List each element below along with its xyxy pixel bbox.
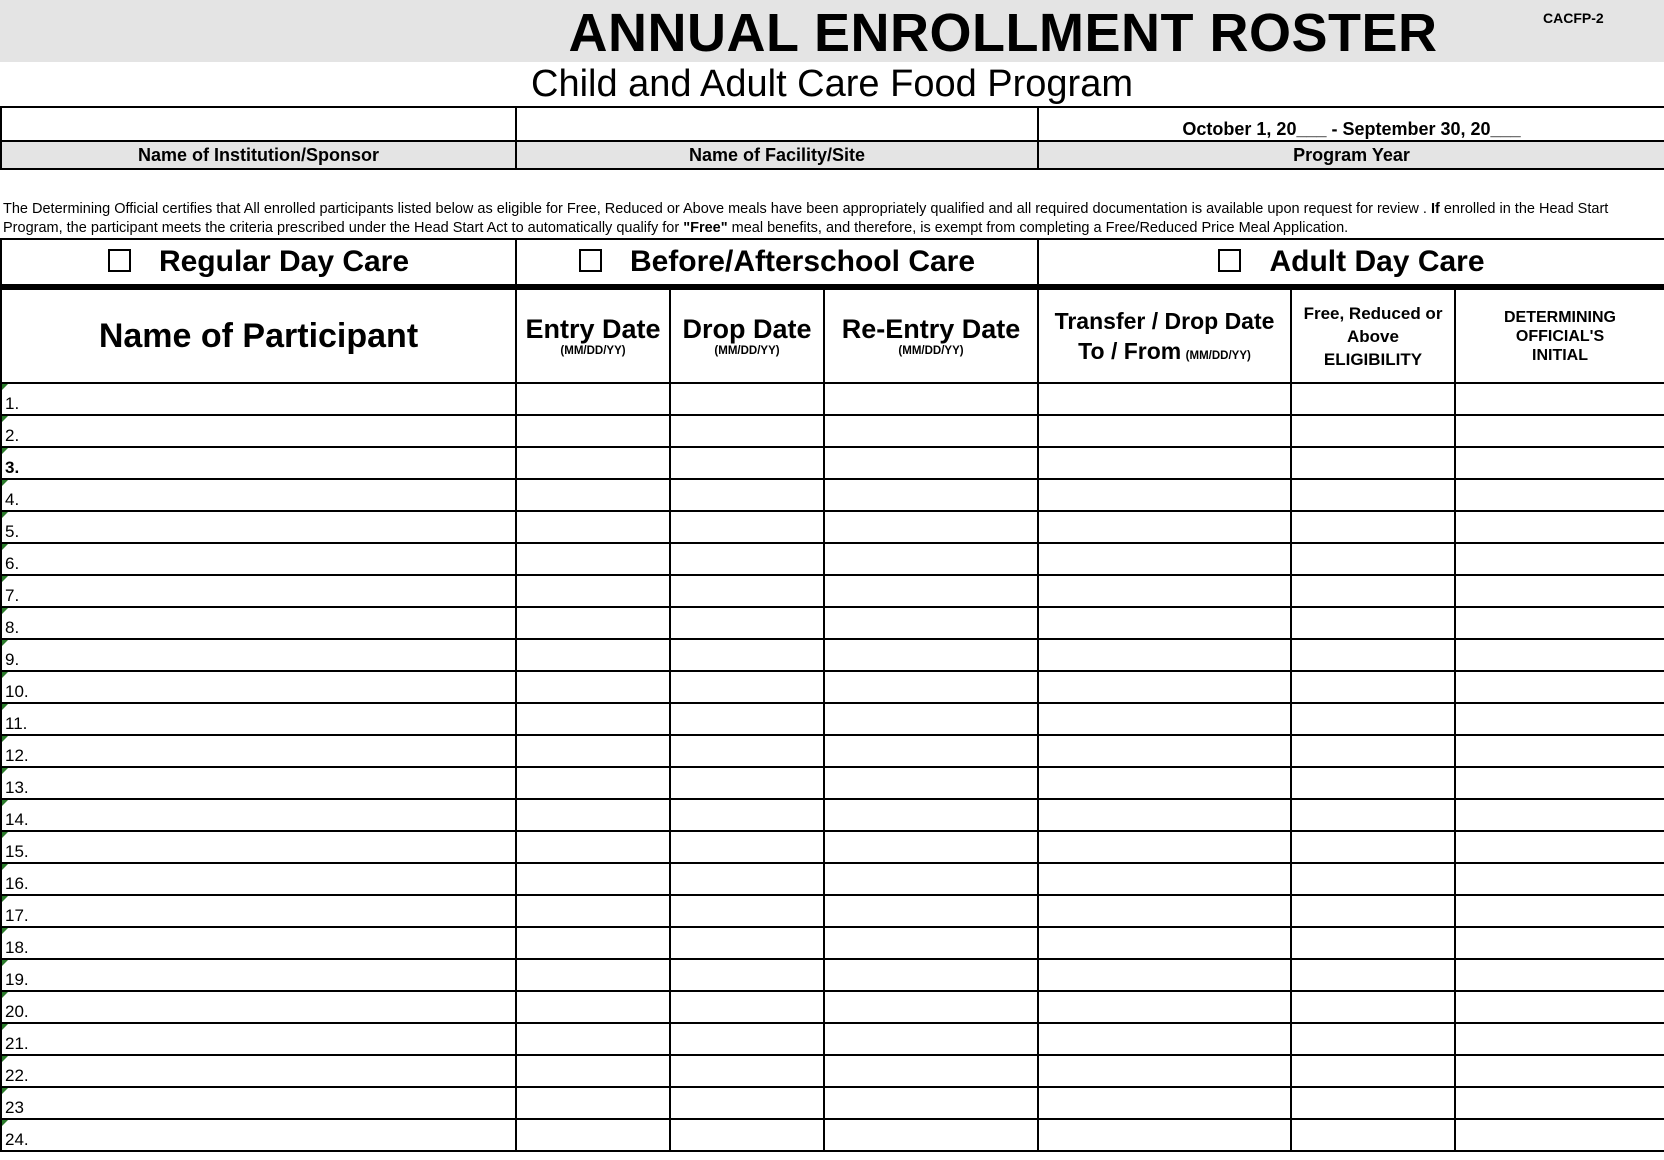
drop-date-cell[interactable] [670, 479, 824, 511]
roster-table [0, 288, 1664, 1152]
table-row [1, 639, 1664, 671]
transfer-cell[interactable] [1038, 991, 1291, 1023]
drop-date-cell[interactable] [670, 639, 824, 671]
drop-date-label: Drop Date [682, 314, 812, 344]
name-column-header [1, 289, 516, 383]
drop-date-cell[interactable] [670, 1055, 824, 1087]
certification-bold-free: "Free" [683, 220, 728, 236]
table-row [1, 703, 1664, 735]
official-initial-cell[interactable] [1455, 543, 1664, 575]
drop-date-format: (MM/DD/YY) [714, 345, 780, 357]
participant-name-cell[interactable] [1, 703, 516, 735]
row-number: 12. [5, 746, 29, 765]
official-initial-cell[interactable] [1455, 639, 1664, 671]
certification-part1: The Determining Official certifies that All enrolled participants listed below as eligible for Free, Reduced or Above meals have been appropriately qualified and all required documentation is available upon request for review . [3, 201, 1431, 217]
entry-date-cell[interactable] [516, 927, 670, 959]
table-row [1, 895, 1664, 927]
transfer-cell[interactable] [1038, 703, 1291, 735]
eligibility-cell[interactable] [1291, 447, 1455, 479]
reentry-date-cell[interactable] [824, 575, 1038, 607]
drop-date-cell[interactable] [670, 575, 824, 607]
eligibility-cell[interactable] [1291, 511, 1455, 543]
table-row [1, 383, 1664, 415]
certification-part3: meal benefits, and therefore, is exempt from completing a Free/Reduced Price Meal Application. [727, 220, 1349, 236]
participant-name-cell[interactable] [1, 767, 516, 799]
official-initial-cell[interactable] [1455, 383, 1664, 415]
transfer-cell[interactable] [1038, 575, 1291, 607]
institution-label: Name of Institution/Sponsor [1, 141, 516, 169]
transfer-cell[interactable] [1038, 1055, 1291, 1087]
eligibility-cell[interactable] [1291, 767, 1455, 799]
drop-date-cell[interactable] [670, 703, 824, 735]
eligibility-cell[interactable] [1291, 1023, 1455, 1055]
reentry-date-cell[interactable] [824, 1023, 1038, 1055]
official-initial-cell[interactable] [1455, 1119, 1664, 1151]
row-number: 11. [5, 714, 28, 733]
transfer-cell[interactable] [1038, 1087, 1291, 1119]
transfer-cell[interactable] [1038, 767, 1291, 799]
row-number: 17. [5, 906, 29, 925]
transfer-cell[interactable] [1038, 831, 1291, 863]
care-option-regular[interactable] [1, 239, 516, 286]
afterschool-care-label: Before/Afterschool Care [629, 245, 976, 278]
official-initial-cell[interactable] [1455, 767, 1664, 799]
entry-date-cell[interactable] [516, 1119, 670, 1151]
entry-date-cell[interactable] [516, 831, 670, 863]
care-option-adult[interactable] [1038, 239, 1664, 286]
row-number: 3. [5, 458, 20, 477]
table-row [1, 671, 1664, 703]
official-initial-cell[interactable] [1455, 479, 1664, 511]
transfer-label-line2: To / From [1078, 338, 1182, 364]
participant-name-cell[interactable] [1, 927, 516, 959]
regular-day-care-checkbox[interactable] [108, 249, 131, 272]
reentry-date-cell[interactable] [824, 671, 1038, 703]
drop-date-cell[interactable] [670, 447, 824, 479]
roster-header-row [1, 289, 1664, 383]
official-initial-cell[interactable] [1455, 927, 1664, 959]
transfer-label-line1: Transfer / Drop Date [1054, 308, 1275, 334]
institution-field[interactable] [1, 107, 516, 141]
program-year-label: Program Year [1038, 141, 1664, 169]
participant-name-cell[interactable] [1, 1055, 516, 1087]
eligibility-cell[interactable] [1291, 831, 1455, 863]
page-title: ANNUAL ENROLLMENT ROSTER [568, 3, 1438, 63]
table-row [1, 767, 1664, 799]
official-initial-cell[interactable] [1455, 863, 1664, 895]
regular-day-care-label: Regular Day Care [158, 245, 410, 278]
transfer-cell[interactable] [1038, 863, 1291, 895]
entry-date-cell[interactable] [516, 383, 670, 415]
participant-name-cell[interactable] [1, 959, 516, 991]
official-initial-cell[interactable] [1455, 735, 1664, 767]
eligibility-label-line1: Free, Reduced or [1303, 303, 1443, 323]
eligibility-cell[interactable] [1291, 383, 1455, 415]
certification-part2: enrolled in the Head Start Program, the participant meets the criteria prescribed under the Head Start Act to automatically qualify for [3, 201, 1609, 236]
eligibility-cell[interactable] [1291, 959, 1455, 991]
official-initial-cell[interactable] [1455, 799, 1664, 831]
transfer-column-header [1038, 289, 1291, 383]
reentry-date-label: Re-Entry Date [841, 314, 1021, 344]
row-number: 1. [5, 394, 20, 413]
row-number: 4. [5, 490, 20, 509]
reentry-date-cell[interactable] [824, 607, 1038, 639]
entry-date-cell[interactable] [516, 1055, 670, 1087]
reentry-date-cell[interactable] [824, 863, 1038, 895]
eligibility-column-header [1291, 289, 1455, 383]
entry-date-cell[interactable] [516, 799, 670, 831]
table-row [1, 959, 1664, 991]
participant-name-cell[interactable] [1, 799, 516, 831]
eligibility-cell[interactable] [1291, 671, 1455, 703]
eligibility-cell[interactable] [1291, 1055, 1455, 1087]
table-row [1, 927, 1664, 959]
transfer-cell[interactable] [1038, 415, 1291, 447]
transfer-cell[interactable] [1038, 543, 1291, 575]
table-row [1, 607, 1664, 639]
drop-date-cell[interactable] [670, 991, 824, 1023]
participant-name-cell[interactable] [1, 991, 516, 1023]
official-initial-cell[interactable] [1455, 703, 1664, 735]
entry-date-cell[interactable] [516, 671, 670, 703]
row-number: 10. [5, 682, 29, 701]
official-initial-cell[interactable] [1455, 1087, 1664, 1119]
reentry-date-cell[interactable] [824, 831, 1038, 863]
drop-date-cell[interactable] [670, 383, 824, 415]
entry-date-cell[interactable] [516, 575, 670, 607]
participant-name-cell[interactable] [1, 479, 516, 511]
care-option-afterschool[interactable] [516, 239, 1038, 286]
name-header-label: Name of Participant [98, 316, 419, 355]
participant-name-cell[interactable] [1, 511, 516, 543]
row-number: 21. [5, 1034, 29, 1053]
table-row [1, 543, 1664, 575]
facility-field[interactable] [516, 107, 1038, 141]
reentry-date-cell[interactable] [824, 735, 1038, 767]
entry-date-cell[interactable] [516, 447, 670, 479]
entry-date-cell[interactable] [516, 1087, 670, 1119]
page-subtitle: Child and Adult Care Food Program [531, 63, 1133, 105]
eligibility-cell[interactable] [1291, 639, 1455, 671]
drop-date-cell[interactable] [670, 927, 824, 959]
drop-date-cell[interactable] [670, 511, 824, 543]
row-number: 22. [5, 1066, 29, 1085]
entry-date-cell[interactable] [516, 479, 670, 511]
reentry-date-cell[interactable] [824, 703, 1038, 735]
reentry-date-cell[interactable] [824, 639, 1038, 671]
entry-date-cell[interactable] [516, 607, 670, 639]
participant-name-cell[interactable] [1, 671, 516, 703]
participant-name-cell[interactable] [1, 735, 516, 767]
table-row [1, 511, 1664, 543]
reentry-date-cell[interactable] [824, 511, 1038, 543]
transfer-cell[interactable] [1038, 383, 1291, 415]
eligibility-cell[interactable] [1291, 479, 1455, 511]
eligibility-cell[interactable] [1291, 703, 1455, 735]
entry-date-cell[interactable] [516, 735, 670, 767]
transfer-cell[interactable] [1038, 799, 1291, 831]
transfer-cell[interactable] [1038, 1023, 1291, 1055]
participant-name-cell[interactable] [1, 447, 516, 479]
form-code: CACFP-2 [1543, 10, 1604, 26]
reentry-date-column-header [824, 289, 1038, 383]
participant-name-cell[interactable] [1, 1023, 516, 1055]
drop-date-cell[interactable] [670, 415, 824, 447]
entry-date-cell[interactable] [516, 767, 670, 799]
participant-name-cell[interactable] [1, 575, 516, 607]
row-number: 20. [5, 1002, 29, 1021]
official-initial-cell[interactable] [1455, 895, 1664, 927]
entry-date-cell[interactable] [516, 703, 670, 735]
eligibility-cell[interactable] [1291, 735, 1455, 767]
table-row [1, 991, 1664, 1023]
entry-date-cell[interactable] [516, 895, 670, 927]
row-number: 15. [5, 842, 29, 861]
reentry-date-cell[interactable] [824, 895, 1038, 927]
row-number: 9. [5, 650, 20, 669]
drop-date-cell[interactable] [670, 767, 824, 799]
official-initial-cell[interactable] [1455, 991, 1664, 1023]
table-row [1, 1087, 1664, 1119]
row-number: 7. [5, 586, 20, 605]
drop-date-column-header [670, 289, 824, 383]
row-number: 6. [5, 554, 20, 573]
drop-date-cell[interactable] [670, 799, 824, 831]
table-row [1, 1119, 1664, 1151]
participant-name-cell[interactable] [1, 863, 516, 895]
drop-date-cell[interactable] [670, 671, 824, 703]
eligibility-cell[interactable] [1291, 607, 1455, 639]
roster-body [1, 383, 1664, 1151]
row-number: 18. [5, 938, 29, 957]
eligibility-cell[interactable] [1291, 895, 1455, 927]
transfer-cell[interactable] [1038, 479, 1291, 511]
participant-name-cell[interactable] [1, 895, 516, 927]
participant-name-cell[interactable] [1, 607, 516, 639]
entry-date-cell[interactable] [516, 543, 670, 575]
reentry-date-cell[interactable] [824, 543, 1038, 575]
reentry-date-cell[interactable] [824, 959, 1038, 991]
participant-name-cell[interactable] [1, 383, 516, 415]
table-row [1, 1023, 1664, 1055]
participant-name-cell[interactable] [1, 831, 516, 863]
table-row [1, 447, 1664, 479]
drop-date-cell[interactable] [670, 735, 824, 767]
transfer-cell[interactable] [1038, 511, 1291, 543]
reentry-date-cell[interactable] [824, 1119, 1038, 1151]
transfer-cell[interactable] [1038, 607, 1291, 639]
reentry-date-cell[interactable] [824, 383, 1038, 415]
eligibility-cell[interactable] [1291, 1119, 1455, 1151]
entry-date-cell[interactable] [516, 415, 670, 447]
transfer-cell[interactable] [1038, 735, 1291, 767]
drop-date-cell[interactable] [670, 895, 824, 927]
table-row [1, 479, 1664, 511]
reentry-date-cell[interactable] [824, 1087, 1038, 1119]
official-initial-cell[interactable] [1455, 607, 1664, 639]
official-initial-column-header [1455, 289, 1664, 383]
entry-date-cell[interactable] [516, 863, 670, 895]
eligibility-cell[interactable] [1291, 991, 1455, 1023]
care-type-table [0, 238, 1664, 288]
official-initial-cell[interactable] [1455, 959, 1664, 991]
transfer-cell[interactable] [1038, 1119, 1291, 1151]
eligibility-cell[interactable] [1291, 575, 1455, 607]
row-number: 8. [5, 618, 20, 637]
table-row [1, 799, 1664, 831]
reentry-date-cell[interactable] [824, 447, 1038, 479]
eligibility-label-line3: ELIGIBILITY [1323, 349, 1423, 369]
participant-name-cell[interactable] [1, 1119, 516, 1151]
entry-date-column-header [516, 289, 670, 383]
eligibility-cell[interactable] [1291, 543, 1455, 575]
adult-day-care-label: Adult Day Care [1269, 245, 1485, 278]
table-row [1, 831, 1664, 863]
official-initial-cell[interactable] [1455, 575, 1664, 607]
official-initial-cell[interactable] [1455, 415, 1664, 447]
row-number: 13. [5, 778, 29, 797]
official-initial-cell[interactable] [1455, 511, 1664, 543]
drop-date-cell[interactable] [670, 607, 824, 639]
official-initial-cell[interactable] [1455, 1023, 1664, 1055]
reentry-date-cell[interactable] [824, 1055, 1038, 1087]
table-row [1, 863, 1664, 895]
transfer-cell[interactable] [1038, 639, 1291, 671]
transfer-cell[interactable] [1038, 927, 1291, 959]
transfer-cell[interactable] [1038, 895, 1291, 927]
info-table [0, 106, 1664, 170]
official-initial-cell[interactable] [1455, 1055, 1664, 1087]
eligibility-cell[interactable] [1291, 1087, 1455, 1119]
row-number: 5. [5, 522, 20, 541]
participant-name-cell[interactable] [1, 415, 516, 447]
official-initial-cell[interactable] [1455, 671, 1664, 703]
eligibility-cell[interactable] [1291, 927, 1455, 959]
table-row [1, 415, 1664, 447]
drop-date-cell[interactable] [670, 959, 824, 991]
certification-text [0, 200, 1661, 238]
adult-day-care-checkbox[interactable] [1218, 249, 1241, 272]
certification-bold-if: If [1430, 201, 1440, 217]
row-number: 16. [5, 874, 29, 893]
participant-name-cell[interactable] [1, 639, 516, 671]
transfer-cell[interactable] [1038, 671, 1291, 703]
drop-date-cell[interactable] [670, 863, 824, 895]
official-initial-cell[interactable] [1455, 447, 1664, 479]
afterschool-care-checkbox[interactable] [579, 249, 602, 272]
reentry-date-cell[interactable] [824, 991, 1038, 1023]
entry-date-cell[interactable] [516, 959, 670, 991]
row-number: 19. [5, 970, 29, 989]
drop-date-cell[interactable] [670, 1119, 824, 1151]
table-row [1, 1055, 1664, 1087]
participant-name-cell[interactable] [1, 543, 516, 575]
reentry-date-cell[interactable] [824, 479, 1038, 511]
reentry-date-cell[interactable] [824, 799, 1038, 831]
eligibility-cell[interactable] [1291, 863, 1455, 895]
row-number: 2. [5, 426, 20, 445]
eligibility-cell[interactable] [1291, 415, 1455, 447]
reentry-date-cell[interactable] [824, 767, 1038, 799]
table-row [1, 575, 1664, 607]
reentry-date-format: (MM/DD/YY) [898, 345, 964, 357]
transfer-date-format: (MM/DD/YY) [1185, 350, 1251, 362]
entry-date-format: (MM/DD/YY) [560, 345, 626, 357]
program-year-field[interactable]: October 1, 20___ - September 30, 20___ [1038, 107, 1664, 141]
drop-date-cell[interactable] [670, 1087, 824, 1119]
eligibility-cell[interactable] [1291, 799, 1455, 831]
reentry-date-cell[interactable] [824, 415, 1038, 447]
official-label-line1: DETERMINING OFFICIAL'S [1504, 308, 1616, 345]
entry-date-label: Entry Date [525, 314, 661, 344]
transfer-cell[interactable] [1038, 447, 1291, 479]
row-number: 24. [5, 1130, 29, 1149]
drop-date-cell[interactable] [670, 1023, 824, 1055]
entry-date-cell[interactable] [516, 639, 670, 671]
participant-name-cell[interactable] [1, 1087, 516, 1119]
entry-date-cell[interactable] [516, 1023, 670, 1055]
official-label-line2: INITIAL [1532, 346, 1588, 364]
entry-date-cell[interactable] [516, 511, 670, 543]
official-initial-cell[interactable] [1455, 831, 1664, 863]
drop-date-cell[interactable] [670, 831, 824, 863]
row-number: 14. [5, 810, 29, 829]
transfer-cell[interactable] [1038, 959, 1291, 991]
eligibility-label-line2: Above [1347, 326, 1399, 346]
facility-label: Name of Facility/Site [516, 141, 1038, 169]
entry-date-cell[interactable] [516, 991, 670, 1023]
drop-date-cell[interactable] [670, 543, 824, 575]
reentry-date-cell[interactable] [824, 927, 1038, 959]
row-number: 23 [5, 1098, 24, 1117]
table-row [1, 735, 1664, 767]
